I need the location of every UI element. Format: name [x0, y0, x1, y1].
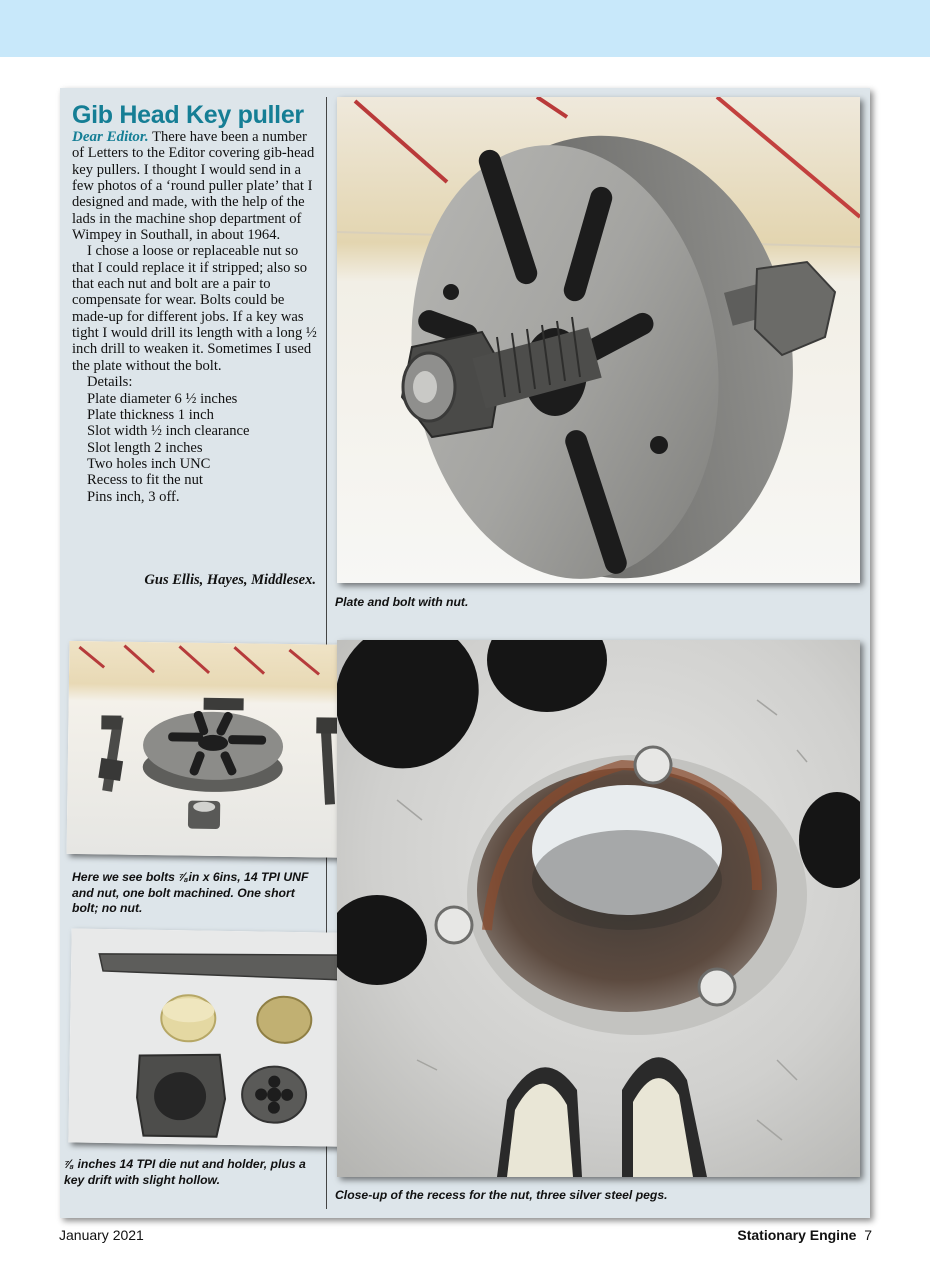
die-photo-caption: ⅞ inches 14 TPI die nut and holder, plus a key drift with slight hollow. [64, 1157, 306, 1187]
paragraph-1 [72, 129, 320, 243]
details-item: Two holes inch UNC [87, 455, 211, 472]
details-item: Recess to fit the nut [87, 472, 203, 489]
salutation: Dear Editor. [72, 129, 149, 145]
details-item: Slot length 2 inches [87, 439, 203, 456]
footer-magazine [737, 1227, 872, 1243]
details-item: Plate diameter 6 ½ inches [87, 390, 238, 407]
closeup-recess-photo [337, 640, 860, 1177]
article-title: Gib Head Key puller [72, 101, 304, 129]
main-photo-plate-and-bolt [337, 97, 860, 583]
details-heading: Details: [87, 374, 133, 391]
main-photo-caption: Plate and bolt with nut. [335, 595, 469, 609]
details-item: Slot width ½ inch clearance [87, 423, 250, 440]
bolts-photo [67, 641, 373, 858]
top-color-band [0, 0, 930, 57]
letter-body [72, 129, 320, 505]
details-item: Plate thickness 1 inch [87, 406, 214, 423]
letter-signature: Gus Ellis, Hayes, Middlesex. [144, 572, 316, 588]
issue-date: January 2021 [59, 1227, 144, 1243]
paragraph-2: I chose a loose or replaceable nut so that I could replace it if stripped; also so that each nut and bolt are a pair to compensate for wear. Bolts could be made-up for different jobs. If a key was tight I would drill its length with a long ½ inch drill to weaken it. Sometimes I used the plate without the bolt. [72, 243, 317, 374]
details-list [87, 391, 320, 505]
paragraph-1-text: There have been a number of Letters to the Editor covering gib-head key pullers. I thought I would send in a few photos of a ‘round puller plate’ that I designed and made, with the help of the lads in the machine shop department of Wimpey in Southall, in about 1964. [72, 129, 315, 244]
details-item: Pins inch, 3 off. [87, 488, 180, 505]
closeup-photo-caption: Close-up of the recess for the nut, three silver steel pegs. [335, 1188, 668, 1202]
magazine-name: Stationary Engine [737, 1227, 857, 1243]
bolts-photo-caption: Here we see bolts ⅞in x 6ins, 14 TPI UNF and nut, one bolt machined. One short bolt; no nut. [72, 870, 309, 915]
page-number: 7 [864, 1227, 872, 1243]
